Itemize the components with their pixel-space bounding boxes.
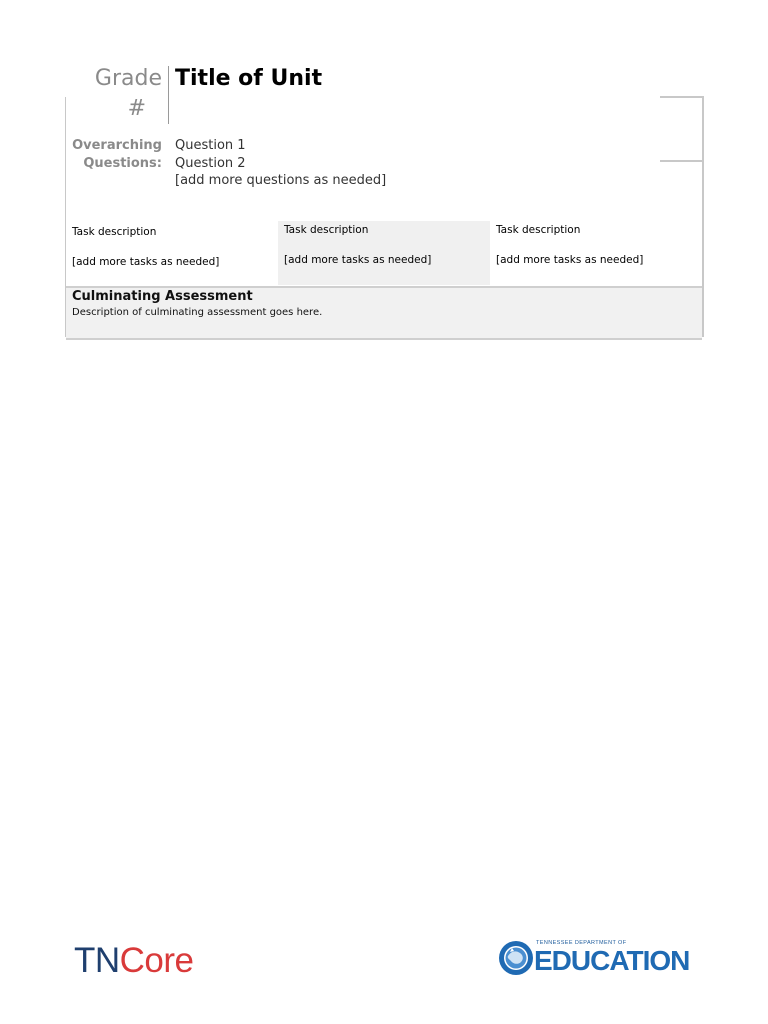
overarching-questions-label bbox=[70, 137, 162, 173]
frame-mid-tick bbox=[660, 160, 704, 162]
culminating-assessment-box bbox=[66, 286, 702, 340]
frame-top-tick bbox=[660, 96, 704, 98]
task-description: Task description bbox=[496, 224, 581, 236]
edu-logo-subtitle: TENNESSEE DEPARTMENT OF bbox=[536, 940, 627, 946]
culminating-assessment-description: Description of culminating assessment goes here. bbox=[72, 307, 323, 318]
globe-icon bbox=[498, 940, 534, 976]
question-item: Question 2 bbox=[175, 155, 246, 171]
task-more-placeholder: [add more tasks as needed] bbox=[72, 256, 220, 268]
grade-label bbox=[88, 64, 162, 124]
grade-word: Grade bbox=[94, 66, 162, 91]
tncore-logo bbox=[74, 940, 194, 982]
unit-title: Title of Unit bbox=[175, 66, 323, 91]
tncore-logo-tn: TN bbox=[74, 941, 120, 980]
question-item: Question 1 bbox=[175, 138, 246, 153]
task-columns bbox=[66, 221, 702, 285]
tn-department-of-education-logo bbox=[498, 938, 698, 980]
task-more-placeholder: [add more tasks as needed] bbox=[496, 254, 644, 266]
task-column bbox=[490, 221, 702, 285]
grade-divider bbox=[168, 66, 169, 124]
question-item: [add more questions as needed] bbox=[175, 173, 387, 188]
culminating-assessment-title: Culminating Assessment bbox=[72, 289, 253, 304]
grade-number: # bbox=[127, 96, 146, 121]
task-column bbox=[278, 221, 490, 285]
task-description: Task description bbox=[72, 226, 157, 238]
overarching-questions-list bbox=[175, 137, 386, 190]
overarching-label-line2: Questions: bbox=[83, 156, 162, 171]
tncore-logo-core: Core bbox=[119, 941, 194, 980]
overarching-label-line1: Overarching bbox=[72, 138, 162, 153]
task-column bbox=[66, 221, 278, 285]
task-description: Task description bbox=[284, 224, 369, 236]
task-more-placeholder: [add more tasks as needed] bbox=[284, 254, 432, 266]
edu-logo-title: EDUCATION bbox=[534, 945, 690, 976]
frame-right-border bbox=[702, 97, 704, 337]
